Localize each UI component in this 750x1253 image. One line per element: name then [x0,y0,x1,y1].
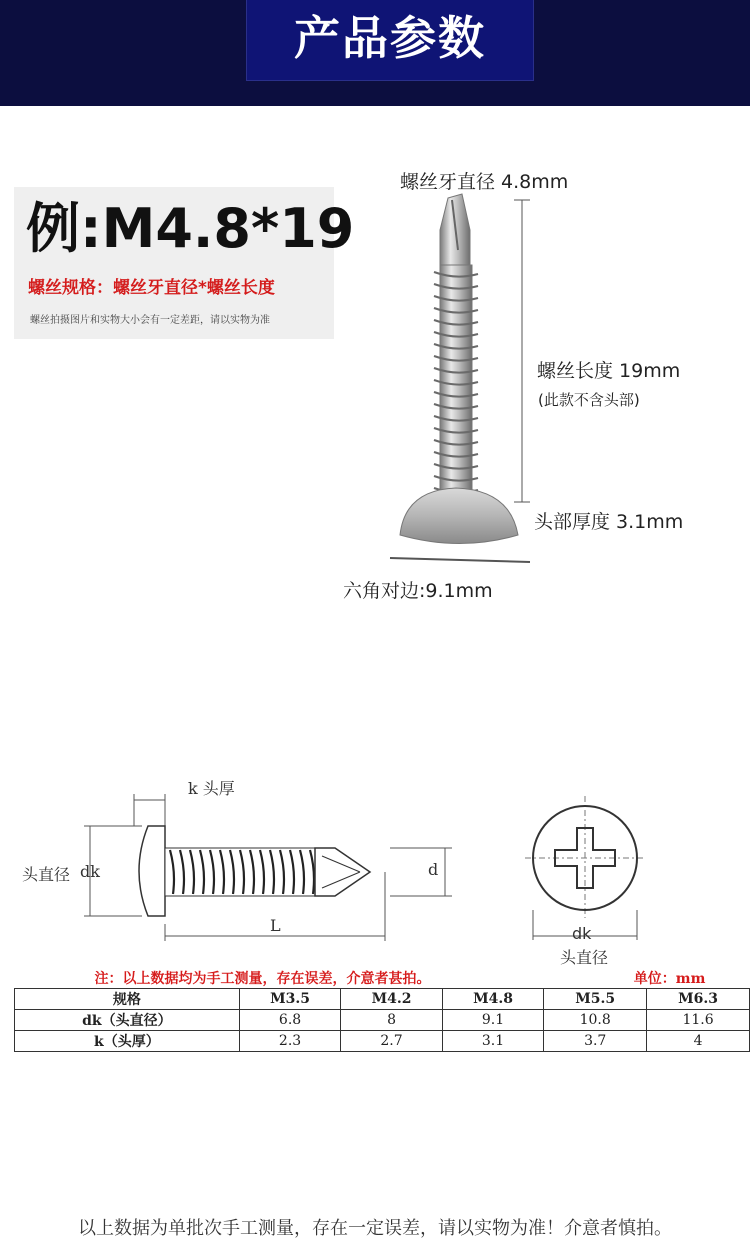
table-header-cell: M4.8 [442,989,544,1010]
example-note: 螺丝拍摄图片和实物大小会有一定差距，请以实物为准 [30,315,270,326]
l-label: L [270,916,281,935]
title-box [247,0,533,80]
length-note-label: (此款不含头部) [538,391,640,409]
page-title: 产品参数 [294,11,486,65]
table-cell: 6.8 [239,1010,340,1031]
length-label: 螺丝长度 19mm [537,360,681,382]
table-note: 注：以上数据均为手工测量，存在误差，介意者甚拍。 [94,971,431,987]
table-cell: 2.7 [341,1031,442,1052]
hex-label: 六角对边:9.1mm [343,580,493,602]
example-title: 例:M4.8*19 [26,197,355,260]
table-cell: 4 [647,1031,750,1052]
table-cell: 9.1 [442,1010,544,1031]
table-header-cell: M3.5 [239,989,340,1010]
example-spec: 螺丝规格：螺丝牙直径*螺丝长度 [28,278,275,298]
table-cell: dk（头直径） [15,1010,240,1031]
table-row [15,1010,750,1031]
table-header-cell: M4.2 [341,989,442,1010]
table-header-cell: M6.3 [647,989,750,1010]
thread-diameter-label: 螺丝牙直径 4.8mm [400,171,569,193]
dk-left-label: dk [80,862,100,881]
table-cell: 2.3 [239,1031,340,1052]
head-thickness-label: 头部厚度 3.1mm [534,511,684,533]
table-cell: 8 [341,1010,442,1031]
table-cell: 10.8 [544,1010,647,1031]
table-row [15,1031,750,1052]
table-unit: 单位：mm [633,971,706,987]
footer-note: 以上数据为单批次手工测量，存在一定误差，请以实物为准！介意者慎拍。 [78,1218,672,1239]
spec-table [14,968,750,1052]
k-label: k 头厚 [188,779,235,798]
table-cell: 11.6 [647,1010,750,1031]
d-label: d [428,860,439,879]
example-box [14,187,355,339]
table-cell: 3.1 [442,1031,544,1052]
table-header-cell: 规格 [15,989,240,1010]
table-note-row [15,968,750,989]
table-cell: 3.7 [544,1031,647,1052]
table-header-row [15,989,750,1010]
dk-right-label: dk [572,924,592,943]
table-header-cell: M5.5 [544,989,647,1010]
table-cell: k（头厚） [15,1031,240,1052]
head-diameter-label: 头直径 [22,865,71,884]
photo-dimension-lines [500,190,560,510]
dk-right-caption: 头直径 [560,948,609,967]
top-view-drawing [515,790,655,940]
